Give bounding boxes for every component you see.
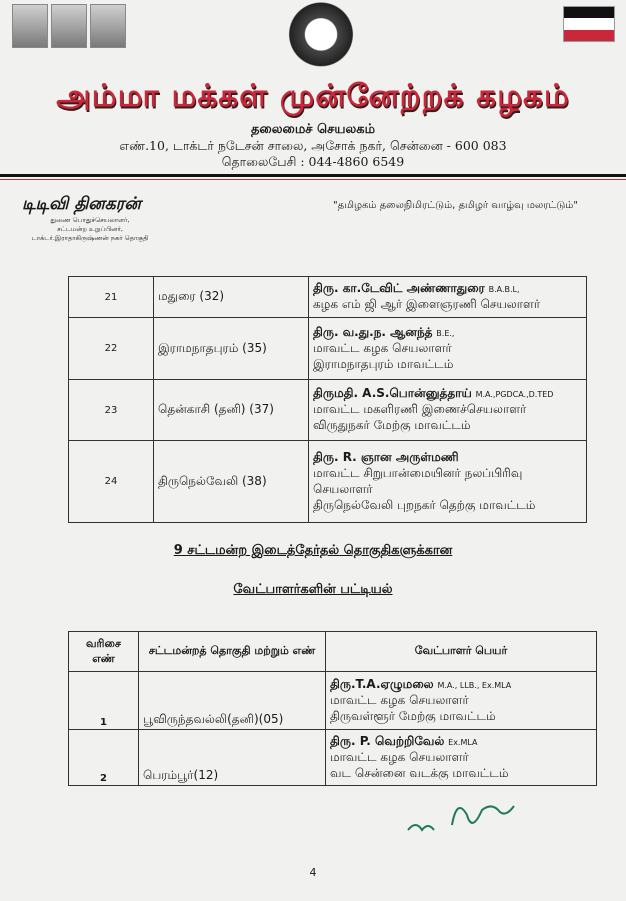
leader-name: டிடிவி தினகரன்: [22, 194, 141, 214]
address: எண்.10, டாக்டர் நடேசன் சாலை, அசோக் நகர், சென்னை - 600 083: [119, 138, 507, 153]
office-label: தலைமைச் செயலகம்: [250, 122, 376, 137]
leader-portrait-1: [12, 4, 48, 48]
leader-portrait-2: [51, 4, 87, 48]
leader-portrait-3: [90, 4, 126, 48]
party-name: அம்மா மக்கள் முன்னேற்றக் கழகம்: [56, 78, 570, 114]
leader-portrait-center: [287, 2, 355, 74]
table-row: 21 மதுரை (32) திரு. கா.டேவிட் அண்ணாதுரை B.A.B.L, கழக எம் ஜி ஆர் இளைஞரணி செயலாளர்: [69, 277, 587, 318]
candidates-table-1: [68, 276, 587, 523]
table-row: 2 பெரம்பூர்(12) திரு. P. வெற்றிவேல் Ex.MLA மாவட்ட கழக செயலாளர் வட சென்னை வடக்கு மாவட்டம்: [69, 730, 597, 786]
section-subheading: வேட்பாளர்களின் பட்டியல்: [233, 582, 393, 597]
section-heading: 9 சட்டமன்ற இடைத்தேர்தல் தொகுதிகளுக்கான: [173, 543, 453, 558]
signature: [400, 795, 525, 840]
candidates-table-2: [68, 631, 597, 786]
slogan: "தமிழகம் தலைநிமிரட்டும், தமிழர் வாழ்வு மலரட்டும்": [333, 200, 578, 211]
table-header: வரிசை எண் சட்டமன்றத் தொகுதி மற்றும் எண் வேட்பாளர் பெயர்: [69, 632, 597, 672]
divider: [0, 174, 626, 177]
leader-title: டாக்டர்.இராதாகிருஷ்ணன் நகர் தொகுதி: [31, 234, 149, 242]
divider-red: [0, 179, 626, 180]
page-number: 4: [309, 866, 317, 879]
table-row: 24 திருநெல்வேலி (38) திரு. R. ஞான அருள்மணி மாவட்ட சிறுபான்மையினர் நலப்பிரிவு செயலாளர் திருநெல்வேலி புறநகர் தெற்கு மாவட்டம்: [69, 441, 587, 523]
table-row: 22 இராமநாதபுரம் (35) திரு. வ.து.ந. ஆனந்த் B.E., மாவட்ட கழக செயலாளர் இராமநாதபுரம் மாவட்டம்: [69, 318, 587, 380]
table-row: 1 பூவிருந்தவல்லி(தனி)(05) திரு.T.A.ஏழுமலை M.A., LLB., Ex.MLA மாவட்ட கழக செயலாளர் திருவள்ளூர் மேற்கு மாவட்டம்: [69, 672, 597, 730]
table-row: 23 தென்காசி (தனி) (37) திருமதி. A.S.பொன்னுத்தாய் M.A.,PGDCA.,D.TED மாவட்ட மகளிரணி இணைச்செயலாளர் விருதுநகர் மேற்கு மாவட்டம்: [69, 380, 587, 441]
leader-title: துணை பொதுச்செயலாளர்,: [50, 216, 130, 224]
leader-title: சட்டமன்ற உறுப்பினர்,: [57, 225, 123, 233]
phone: தொலைபேசி : 044-4860 6549: [221, 154, 405, 169]
party-flag-icon: [563, 6, 615, 42]
